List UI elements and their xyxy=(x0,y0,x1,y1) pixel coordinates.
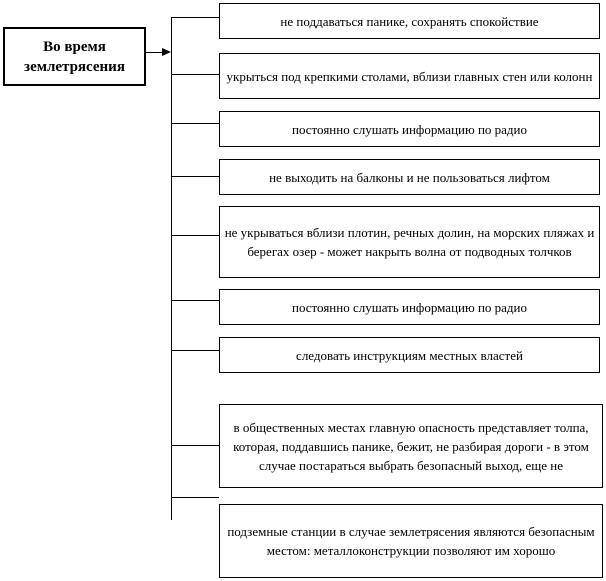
item-text: следовать инструкциям местных властей xyxy=(296,347,523,363)
item-box xyxy=(219,404,603,488)
item-text: не выходить на балконы и не пользоваться лифтом xyxy=(269,169,550,185)
item-box xyxy=(219,53,600,99)
branch-connector xyxy=(171,176,219,177)
branch-connector xyxy=(171,74,219,75)
item-text: постоянно слушать информацию по радио xyxy=(292,121,527,137)
item-box xyxy=(219,289,600,325)
branch-connector xyxy=(171,235,219,236)
item-text: в общественных местах главную опасность представляет толпа, которая, поддавшись панике, бежит, не разбирая дороги - в этом случае постараться выбрать безопасный выход, еще не xyxy=(233,419,589,473)
root-label: Во время землетрясения xyxy=(24,38,125,75)
branch-connector xyxy=(171,350,219,351)
item-box xyxy=(219,111,600,147)
branch-connector xyxy=(171,300,219,301)
item-text: укрыться под крепкими столами, вблизи главных стен или колонн xyxy=(226,68,593,84)
item-box xyxy=(219,504,603,578)
branch-connector xyxy=(171,17,219,18)
item-text: подземные станции в случае землетрясения являются безопасным местом: металлоконструкции позволяют им хорошо xyxy=(227,524,595,558)
item-box xyxy=(219,337,600,373)
item-text: не укрываться вблизи плотин, речных долин, на морских пляжах и берегах озер - может накрыть волна от подводных толчков xyxy=(224,225,595,259)
branch-connector xyxy=(171,497,219,498)
item-box xyxy=(219,3,600,39)
item-text: постоянно слушать информацию по радио xyxy=(292,299,527,315)
arrowhead-icon xyxy=(162,48,171,56)
item-box xyxy=(219,159,600,195)
branch-connector xyxy=(171,445,219,446)
item-box xyxy=(219,206,600,278)
branch-connector xyxy=(171,123,219,124)
root-connector xyxy=(146,52,162,53)
item-text: не поддаваться панике, сохранять спокойствие xyxy=(280,13,539,29)
root-node xyxy=(3,27,146,86)
